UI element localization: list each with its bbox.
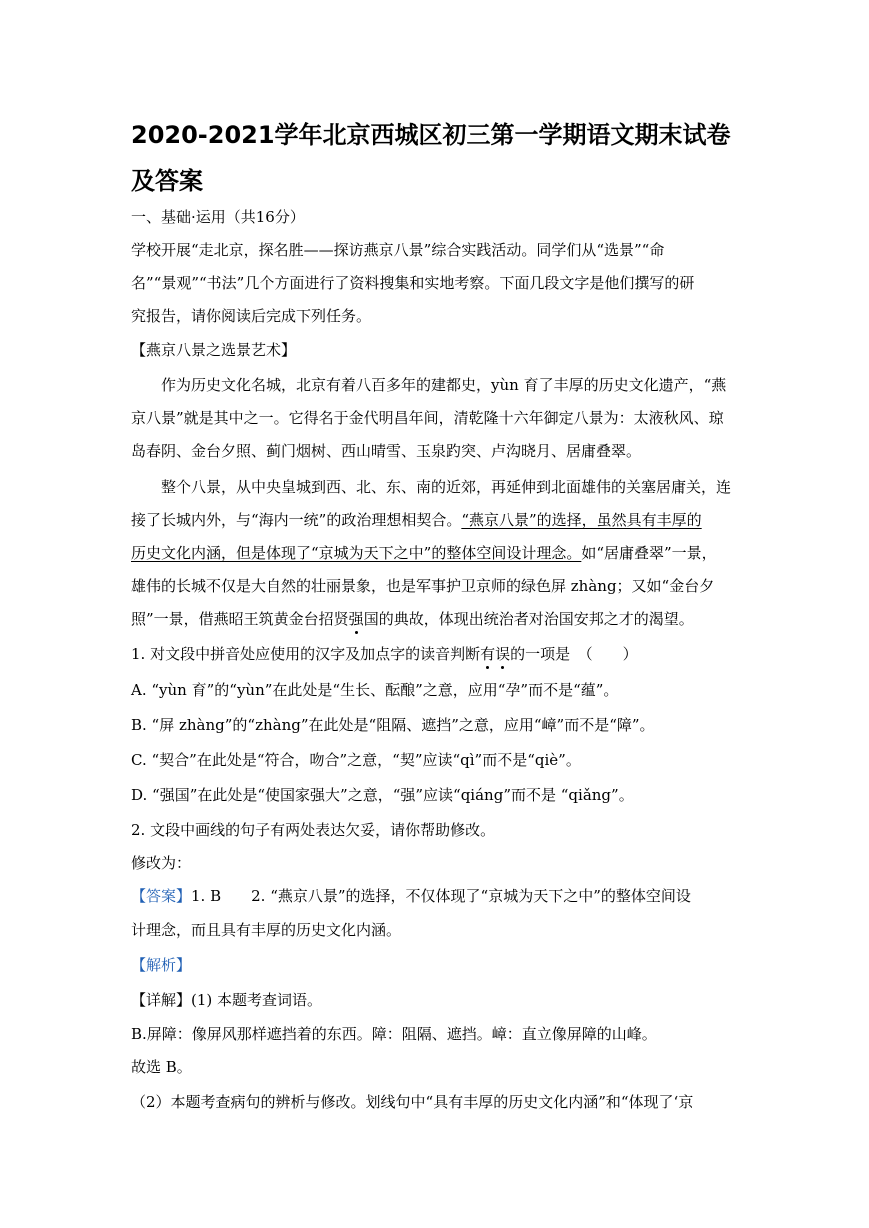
- option-d: D. “强国”在此处是“使国家强大”之意，“强”应读“qiáng”而不是 “qiǎng”。: [131, 786, 634, 804]
- para2-line-5-a: 照”一景，借燕昭王筑黄金台招贤: [131, 610, 349, 628]
- para2-line-2-plain: 接了长城内外，与“海内一统”的政治理想相契合。: [131, 511, 462, 529]
- modify-label: 修改为：: [131, 854, 192, 872]
- para1-line-2: 京八景”就是其中之一。它得名于金代明昌年间，清乾隆十六年御定八景为：太液秋风、琼: [131, 409, 724, 427]
- para2-line-3: [131, 543, 717, 563]
- q1-stem-part-b: 的一项是 （ ）: [510, 645, 638, 663]
- option-b: B. “屏 zhàng”的“zhàng”在此处是“阻隔、遮挡”之意，应用“嶂”而不是“障”。: [131, 716, 655, 734]
- option-c: C. “契合”在此处是“符合，吻合”之意，“契”应读“qì”而不是“qiè”。: [131, 751, 581, 769]
- answer-line-1: [131, 886, 691, 906]
- question-1-stem: [131, 644, 638, 664]
- intro-line-2: 名”“景观”“书法”几个方面进行了资料搜集和实地考察。下面几段文字是他们撰写的研: [131, 274, 695, 292]
- para2-line-3-plain: 如“居庸叠翠”一景，: [581, 544, 717, 562]
- detail-line-1: 【详解】(1) 本题考查词语。: [131, 991, 323, 1009]
- detail-line-2: B.屏障：像屏风那样遮挡着的东西。障：阻隔、遮挡。嶂：直立像屏障的山峰。: [131, 1025, 657, 1043]
- para2-line-1: 整个八景，从中央皇城到西、北、东、南的近郊，再延伸到北面雄伟的关塞居庸关，连: [161, 478, 732, 496]
- answer-label: 【答案】: [131, 887, 192, 905]
- q1-stem-part-a: 1. 对文段中拼音处应使用的汉字及加点字的读音判断: [131, 645, 481, 663]
- subheading: 【燕京八景之选景艺术】: [131, 341, 297, 359]
- para2-line-4: 雄伟的长城不仅是大自然的壮丽景象，也是军事护卫京师的绿色屏 zhàng；又如“金台夕: [131, 577, 715, 595]
- analysis-label: 【解析】: [131, 956, 192, 974]
- para1-line-3: 岛春阴、金台夕照、蓟门烟树、西山晴雪、玉泉趵突、卢沟晓月、居庸叠翠。: [131, 442, 642, 460]
- para2-line-5: [131, 609, 694, 629]
- para2-line-2: [131, 510, 702, 530]
- option-a: A. “yùn 育”的“yùn”在此处是“生长、酝酿”之意，应用“孕”而不是“蕴”。: [131, 681, 619, 699]
- para2-line-5-b: 国的典故，体现出统治者对治国安邦之才的渴望。: [363, 610, 694, 628]
- page-title: 2020-2021学年北京西城区初三第一学期语文期末试卷及答案: [131, 121, 731, 195]
- section-heading: 一、基础·运用（共16分）: [131, 208, 305, 226]
- detail-line-4: （2）本题考查病句的辨析与修改。划线句中“具有丰厚的历史文化内涵”和“体现了‘京: [131, 1093, 694, 1111]
- underlined-sentence-part-1: “燕京八景”的选择，虽然具有丰厚的: [461, 511, 702, 529]
- question-2-stem: 2. 文段中画线的句子有两处表达欠妥，请你帮助修改。: [131, 821, 496, 839]
- detail-line-3: 故选 B。: [131, 1058, 192, 1076]
- underlined-sentence-part-2: 历史文化内涵，但是体现了“京城为天下之中”的整体空间设计理念。: [131, 544, 582, 562]
- intro-line-3: 究报告，请你阅读后完成下列任务。: [131, 307, 372, 325]
- dotted-char-qiang: 强: [348, 610, 364, 628]
- intro-line-1: 学校开展“走北京，探名胜——探访燕京八景”综合实践活动。同学们从“选景”“命: [131, 241, 665, 259]
- para1-line-1: 作为历史文化名城，北京有着八百多年的建都史，yùn 育了丰厚的历史文化遗产，“燕: [161, 376, 727, 394]
- answer-line-2: 计理念，而且具有丰厚的历史文化内涵。: [131, 921, 402, 939]
- answer-text-1: 1. B 2. “燕京八景”的选择，不仅体现了“京城为天下之中”的整体空间设: [191, 887, 691, 905]
- dotted-char-you: 有: [480, 645, 496, 663]
- dotted-char-wu: 误: [495, 645, 511, 663]
